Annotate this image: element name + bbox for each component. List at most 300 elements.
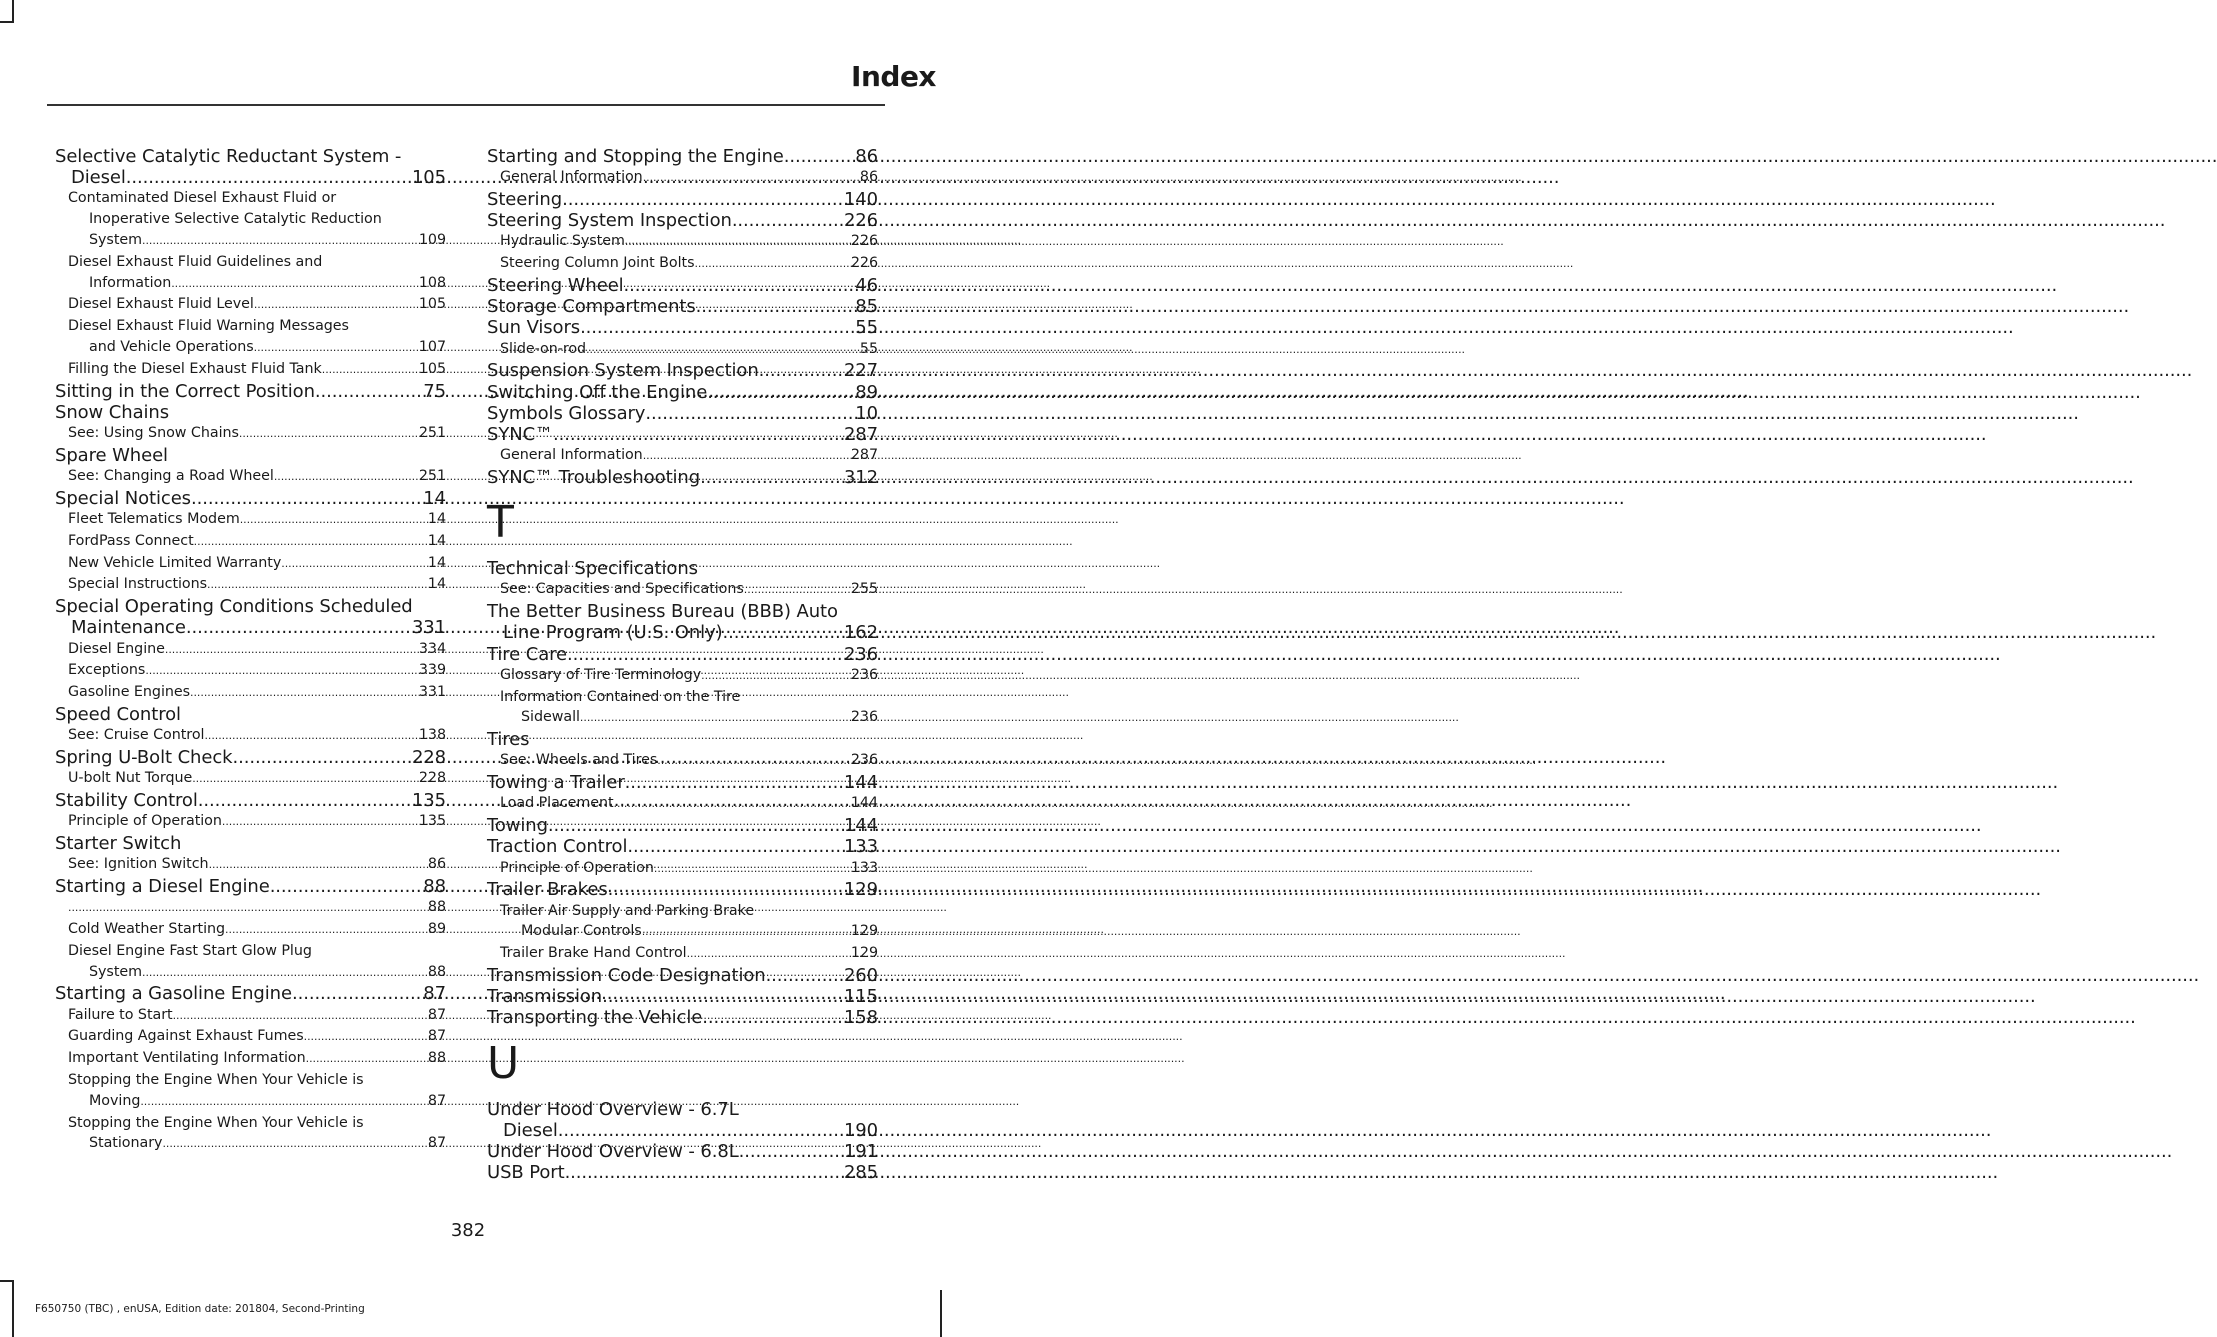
entry-line	[68, 811, 446, 833]
index-entry	[55, 596, 446, 638]
index-entry	[55, 381, 446, 402]
entry-page: 251	[418, 424, 446, 441]
entry-page: 191	[843, 1141, 878, 1163]
entry-page: 46	[855, 275, 878, 296]
entry-page: 55	[859, 340, 878, 357]
entry-heading-line: Inoperative Selective Catalytic Reduction	[89, 211, 382, 228]
entry-page: 87	[427, 1006, 446, 1023]
dot-leader	[548, 815, 844, 836]
index-entry	[487, 772, 878, 793]
entry-line	[55, 983, 446, 1004]
entry-line	[68, 1048, 446, 1070]
index-entry	[487, 1007, 878, 1028]
index-subentry	[55, 1048, 446, 1070]
entry-heading-line: Under Hood Overview - 6.7L	[487, 1098, 739, 1120]
entry-line	[500, 167, 878, 189]
entry-text: Line Program (U.S. Only)	[503, 622, 723, 644]
dot-leader	[222, 812, 419, 833]
entry-text: Steering	[487, 189, 563, 210]
entry-line	[55, 617, 446, 638]
entry-page: 255	[850, 581, 878, 598]
index-subentry	[487, 253, 878, 275]
dot-leader	[645, 403, 855, 424]
entry-page: 190	[843, 1119, 878, 1141]
dot-leader	[239, 424, 419, 445]
entry-page: 236	[850, 666, 878, 683]
entry-line	[500, 943, 878, 965]
index-subentry	[55, 941, 446, 984]
dot-leader	[614, 794, 851, 815]
entry-page: 14	[427, 554, 446, 571]
dot-leader	[744, 580, 851, 601]
index-entry	[487, 296, 878, 317]
entry-page: 226	[850, 255, 878, 272]
entry-page: 129	[850, 923, 878, 940]
dot-leader	[142, 231, 419, 252]
entry-text: Starting a Diesel Engine	[55, 875, 270, 897]
entry-line	[487, 467, 878, 488]
entry-line	[487, 965, 878, 986]
index-entry	[487, 146, 878, 167]
entry-heading-line: Information Contained on the Tire	[500, 688, 741, 705]
entry-page: 236	[850, 752, 878, 769]
entry-heading-line: Contaminated Diesel Exhaust Fluid or	[68, 190, 337, 207]
dot-leader	[192, 769, 419, 790]
entry-line	[487, 210, 878, 231]
entry-line	[487, 986, 878, 1007]
entry-page: 115	[843, 986, 878, 1008]
entry-page: 144	[850, 795, 878, 812]
entry-page: 86	[859, 169, 878, 186]
entry-page: 236	[843, 643, 878, 665]
index-subentry	[55, 1113, 446, 1156]
title-divider	[47, 104, 885, 106]
entry-text: Starting a Gasoline Engine	[55, 983, 292, 1005]
index-entry	[487, 467, 878, 488]
entry-page: 138	[418, 727, 446, 744]
dot-leader	[625, 232, 851, 253]
dot-leader	[198, 790, 412, 811]
entry-line	[68, 1026, 446, 1048]
entry-page: 162	[843, 622, 878, 644]
dot-leader	[642, 922, 851, 943]
index-subentry	[487, 858, 878, 880]
index-entry	[55, 704, 446, 725]
entry-page: 14	[427, 510, 446, 527]
dot-leader	[292, 983, 423, 1004]
entry-line	[68, 1091, 446, 1113]
entry-line	[68, 660, 446, 682]
index-subentry	[487, 579, 878, 601]
entry-page: 109	[418, 232, 446, 248]
index-subentry	[55, 854, 446, 876]
entry-page: 331	[411, 617, 446, 639]
dot-leader	[142, 963, 428, 984]
entry-heading-line: Stopping the Engine When Your Vehicle is	[68, 1071, 364, 1088]
index-subentry	[487, 750, 878, 772]
entry-heading-line: Diesel Engine Fast Start Glow Plug	[68, 942, 312, 959]
entry-text: Towing a Trailer	[487, 772, 625, 794]
entry-text: New Vehicle Limited Warranty	[68, 554, 282, 571]
entry-text: Fleet Telematics Modem	[68, 510, 240, 527]
entry-text: Spring U-Bolt Check	[55, 746, 233, 768]
dot-leader	[696, 296, 856, 317]
index-subentry	[55, 509, 446, 531]
index-entry	[55, 790, 446, 811]
entry-text: Exceptions	[68, 662, 146, 679]
entry-page: 287	[843, 424, 878, 446]
entry-line	[68, 294, 446, 316]
index-subentry	[55, 466, 446, 488]
index-entry	[55, 747, 446, 768]
entry-line	[487, 296, 878, 317]
entry-text: Sun Visors	[487, 317, 581, 339]
entry-text: Towing	[487, 815, 548, 837]
entry-line	[487, 382, 878, 403]
entry-line	[68, 337, 446, 359]
entry-line	[487, 360, 878, 381]
dot-leader	[624, 275, 856, 296]
entry-page: 133	[843, 836, 878, 858]
entry-line	[55, 381, 446, 402]
index-entry	[55, 146, 446, 188]
dot-leader	[558, 1120, 844, 1141]
index-entry	[487, 729, 878, 750]
entry-text: Starting and Stopping the Engine	[487, 146, 784, 167]
crop-mark	[0, 21, 14, 23]
dot-leader	[145, 661, 419, 682]
entry-line	[500, 579, 878, 601]
index-subentry	[55, 574, 446, 596]
entry-line	[487, 424, 878, 445]
dot-leader	[694, 254, 850, 275]
entry-page: 108	[418, 274, 446, 291]
dot-leader	[608, 879, 844, 900]
entry-page: 88	[423, 875, 446, 897]
dot-leader	[304, 1027, 428, 1048]
index-subentry	[55, 768, 446, 790]
entry-line	[500, 858, 878, 880]
entry-text: General Information	[500, 447, 643, 464]
dot-leader	[602, 986, 844, 1007]
index-subentry	[55, 359, 446, 381]
entry-text: Sidewall	[521, 709, 580, 726]
entry-text: Steering Column Joint Bolts	[500, 255, 695, 272]
dot-leader	[140, 1092, 428, 1113]
entry-text: FordPass Connect	[68, 532, 194, 549]
entry-line	[68, 273, 446, 295]
entry-text: Glossary of Tire Terminology	[500, 666, 702, 683]
dot-leader	[739, 1141, 844, 1162]
entry-line	[55, 833, 446, 854]
index-entry	[487, 815, 878, 836]
entry-line	[55, 747, 446, 768]
entry-line	[68, 682, 446, 704]
entry-page: 107	[418, 338, 446, 355]
dot-leader	[580, 708, 851, 729]
entry-line	[68, 1133, 446, 1155]
entry-heading-line: Selective Catalytic Reductant System -	[55, 146, 402, 167]
dot-leader	[232, 747, 411, 768]
crop-mark	[0, 1280, 14, 1282]
entry-text: Principle of Operation	[68, 813, 222, 830]
index-entry	[487, 382, 878, 403]
dot-leader	[322, 360, 419, 381]
edition-footer: F650750 (TBC) , enUSA, Edition date: 201804, Second-Printing	[35, 1303, 365, 1315]
entry-text: Diesel	[503, 1119, 558, 1141]
entry-text: System	[89, 963, 143, 980]
dot-leader	[567, 644, 844, 665]
entry-text: Steering System Inspection	[487, 210, 732, 232]
entry-line	[487, 729, 878, 750]
entry-line	[500, 231, 878, 253]
index-subentry	[55, 553, 446, 575]
dot-leader	[565, 1162, 844, 1183]
entry-line	[68, 854, 446, 876]
entry-page: 87	[427, 1028, 446, 1045]
entry-text: System	[89, 232, 143, 248]
entry-page: 129	[850, 945, 878, 962]
index-subentry	[55, 919, 446, 941]
dot-leader	[162, 1134, 427, 1155]
entry-line	[68, 639, 446, 661]
index-section-letter: U	[487, 1037, 520, 1089]
entry-page: 85	[855, 296, 878, 318]
entry-text: See: Ignition Switch	[68, 856, 209, 873]
index-entry	[487, 836, 878, 857]
entry-page: 14	[427, 532, 446, 549]
entry-page: 226	[850, 233, 878, 250]
entry-text: Diesel	[71, 167, 126, 189]
entry-page: 285	[843, 1162, 878, 1184]
entry-line	[500, 339, 878, 361]
entry-page: 227	[843, 360, 878, 382]
dot-leader	[707, 382, 855, 403]
index-subentry	[55, 682, 446, 704]
index-entry	[487, 424, 878, 445]
entry-line	[500, 921, 878, 943]
entry-text: Symbols Glossary	[487, 402, 646, 424]
entry-text: See: Cruise Control	[68, 727, 205, 744]
entry-page: 10	[855, 402, 878, 424]
entry-line	[487, 1120, 878, 1141]
entry-line	[55, 445, 446, 466]
crop-mark	[12, 1280, 14, 1337]
entry-page: 87	[427, 1135, 446, 1152]
entry-text: See: Using Snow Chains	[68, 424, 239, 441]
entry-page: 140	[843, 189, 878, 210]
index-subentry	[55, 1070, 446, 1113]
entry-page: 312	[843, 467, 878, 489]
index-entry	[487, 558, 878, 579]
entry-text: Switching Off the Engine	[487, 381, 708, 403]
index-subentry	[55, 316, 446, 359]
entry-page: 158	[843, 1007, 878, 1029]
entry-line	[68, 574, 446, 596]
dot-leader	[274, 467, 419, 488]
entry-line	[487, 644, 878, 665]
dot-leader	[723, 622, 844, 643]
entry-line	[68, 531, 446, 553]
index-entry	[487, 986, 878, 1007]
entry-text: Steering Wheel	[487, 275, 624, 296]
entry-page: 331	[418, 684, 446, 701]
entry-text: Traction Control	[487, 836, 628, 858]
entry-page: 129	[843, 879, 878, 901]
entry-line	[487, 772, 878, 793]
index-subentry	[55, 423, 446, 445]
entry-text: Slide-on-rod	[500, 340, 587, 357]
entry-text: Cold Weather Starting	[68, 920, 226, 937]
entry-heading-line: Trailer Air Supply and Parking Brake	[500, 902, 755, 919]
entry-page: 228	[411, 746, 446, 768]
entry-text: Maintenance	[71, 617, 186, 639]
entry-text: Transporting the Vehicle	[487, 1007, 703, 1029]
entry-text: Modular Controls	[521, 923, 642, 940]
dot-leader	[657, 751, 851, 772]
entry-page: 133	[850, 859, 878, 876]
entry-heading-line: The Better Business Bureau (BBB) Auto	[487, 601, 838, 623]
dot-leader	[209, 855, 428, 876]
entry-page: 87	[427, 1092, 446, 1109]
dot-leader	[207, 575, 428, 596]
entry-page: 14	[427, 576, 446, 593]
entry-page: 14	[423, 487, 446, 509]
entry-line	[487, 1141, 878, 1162]
index-subentry	[487, 901, 878, 944]
entry-line	[55, 704, 446, 725]
index-entry	[487, 879, 878, 900]
dot-leader	[654, 859, 851, 880]
entry-text: Stability Control	[55, 789, 198, 811]
entry-text: Hydraulic System	[500, 233, 625, 250]
entry-line	[500, 750, 878, 772]
entry-text: Guarding Against Exhaust Fumes	[68, 1028, 304, 1045]
entry-page: 86	[855, 146, 878, 167]
entry-heading-line: Diesel Exhaust Fluid Guidelines and	[68, 253, 323, 270]
index-entry	[55, 876, 446, 897]
entry-text: Information	[89, 274, 172, 291]
entry-page: 260	[843, 965, 878, 987]
entry-page: 86	[427, 856, 446, 873]
index-subentry	[487, 687, 878, 730]
dot-leader	[281, 554, 428, 575]
dot-leader	[68, 898, 428, 919]
entry-page: 88	[427, 899, 446, 916]
entry-text: Principle of Operation	[500, 859, 654, 876]
entry-line	[68, 962, 446, 984]
entry-line	[500, 445, 878, 467]
entry-line	[68, 423, 446, 445]
entry-line	[68, 553, 446, 575]
entry-text: Diesel Engine	[68, 640, 165, 657]
index-entry	[487, 644, 878, 665]
entry-page: 334	[418, 640, 446, 657]
entry-text: Moving	[89, 1092, 141, 1109]
entry-text: Under Hood Overview - 6.8L	[487, 1141, 739, 1163]
entry-line	[68, 230, 446, 252]
dot-leader	[766, 965, 844, 986]
dot-leader	[627, 836, 844, 857]
entry-line	[68, 768, 446, 790]
entry-text: See: Wheels and Tires	[500, 752, 658, 769]
entry-text: General Information	[500, 169, 643, 186]
entry-text: Special Instructions	[68, 576, 208, 593]
dot-leader	[191, 488, 423, 509]
page-number: 382	[450, 1220, 486, 1241]
entry-page: 228	[418, 770, 446, 787]
entry-text: Spare Wheel	[55, 444, 168, 466]
index-subentry	[487, 231, 878, 253]
crop-mark	[940, 1290, 942, 1337]
entry-text: Load Placement	[500, 795, 614, 812]
entry-text: USB Port	[487, 1162, 565, 1184]
dot-leader	[759, 360, 844, 381]
dot-leader	[702, 1007, 844, 1028]
entry-page: 75	[423, 380, 446, 402]
entry-text: Snow Chains	[55, 401, 169, 423]
entry-page: 236	[850, 709, 878, 726]
entry-text: Suspension System Inspection	[487, 360, 759, 382]
entry-page: 89	[427, 920, 446, 937]
index-subentry	[487, 445, 878, 467]
entry-text: Diesel Exhaust Fluid Level	[68, 296, 254, 313]
index-entry	[487, 360, 878, 381]
entry-line	[500, 253, 878, 275]
entry-line	[55, 488, 446, 509]
entry-line	[487, 189, 878, 210]
dot-leader	[190, 683, 419, 704]
index-entry	[487, 1162, 878, 1183]
entry-page: 105	[418, 360, 446, 377]
index-subentry	[55, 1026, 446, 1048]
entry-heading-line: Special Operating Conditions Scheduled	[55, 596, 413, 618]
dot-leader	[270, 876, 424, 897]
index-subentry	[55, 294, 446, 316]
index-subentry	[55, 1005, 446, 1027]
index-subentry	[55, 531, 446, 553]
dot-leader	[586, 340, 860, 361]
entry-line	[487, 815, 878, 836]
entry-page: 87	[423, 983, 446, 1005]
entry-text: Failure to Start	[68, 1006, 173, 1023]
dot-leader	[254, 338, 419, 359]
entry-line	[500, 793, 878, 815]
dot-leader	[643, 446, 851, 467]
entry-heading-line: Diesel Exhaust Fluid Warning Messages	[68, 318, 349, 335]
dot-leader	[171, 274, 419, 295]
entry-text: Technical Specifications	[487, 558, 698, 580]
entry-text: Transmission	[487, 986, 603, 1008]
dot-leader	[173, 1006, 428, 1027]
index-entry	[487, 210, 878, 231]
entry-page: 135	[418, 813, 446, 830]
entry-page: 89	[855, 381, 878, 403]
index-subentry	[55, 897, 446, 919]
index-subentry	[55, 725, 446, 747]
index-subentry	[487, 339, 878, 361]
entry-line	[68, 897, 446, 919]
index-entry	[55, 833, 446, 854]
entry-page: 226	[843, 210, 878, 232]
dot-leader	[700, 467, 844, 488]
entry-text: See: Capacities and Specifications	[500, 581, 744, 598]
index-entry	[55, 445, 446, 466]
index-entry	[55, 983, 446, 1004]
entry-line	[68, 509, 446, 531]
entry-line	[500, 665, 878, 687]
entry-page: 251	[418, 467, 446, 484]
